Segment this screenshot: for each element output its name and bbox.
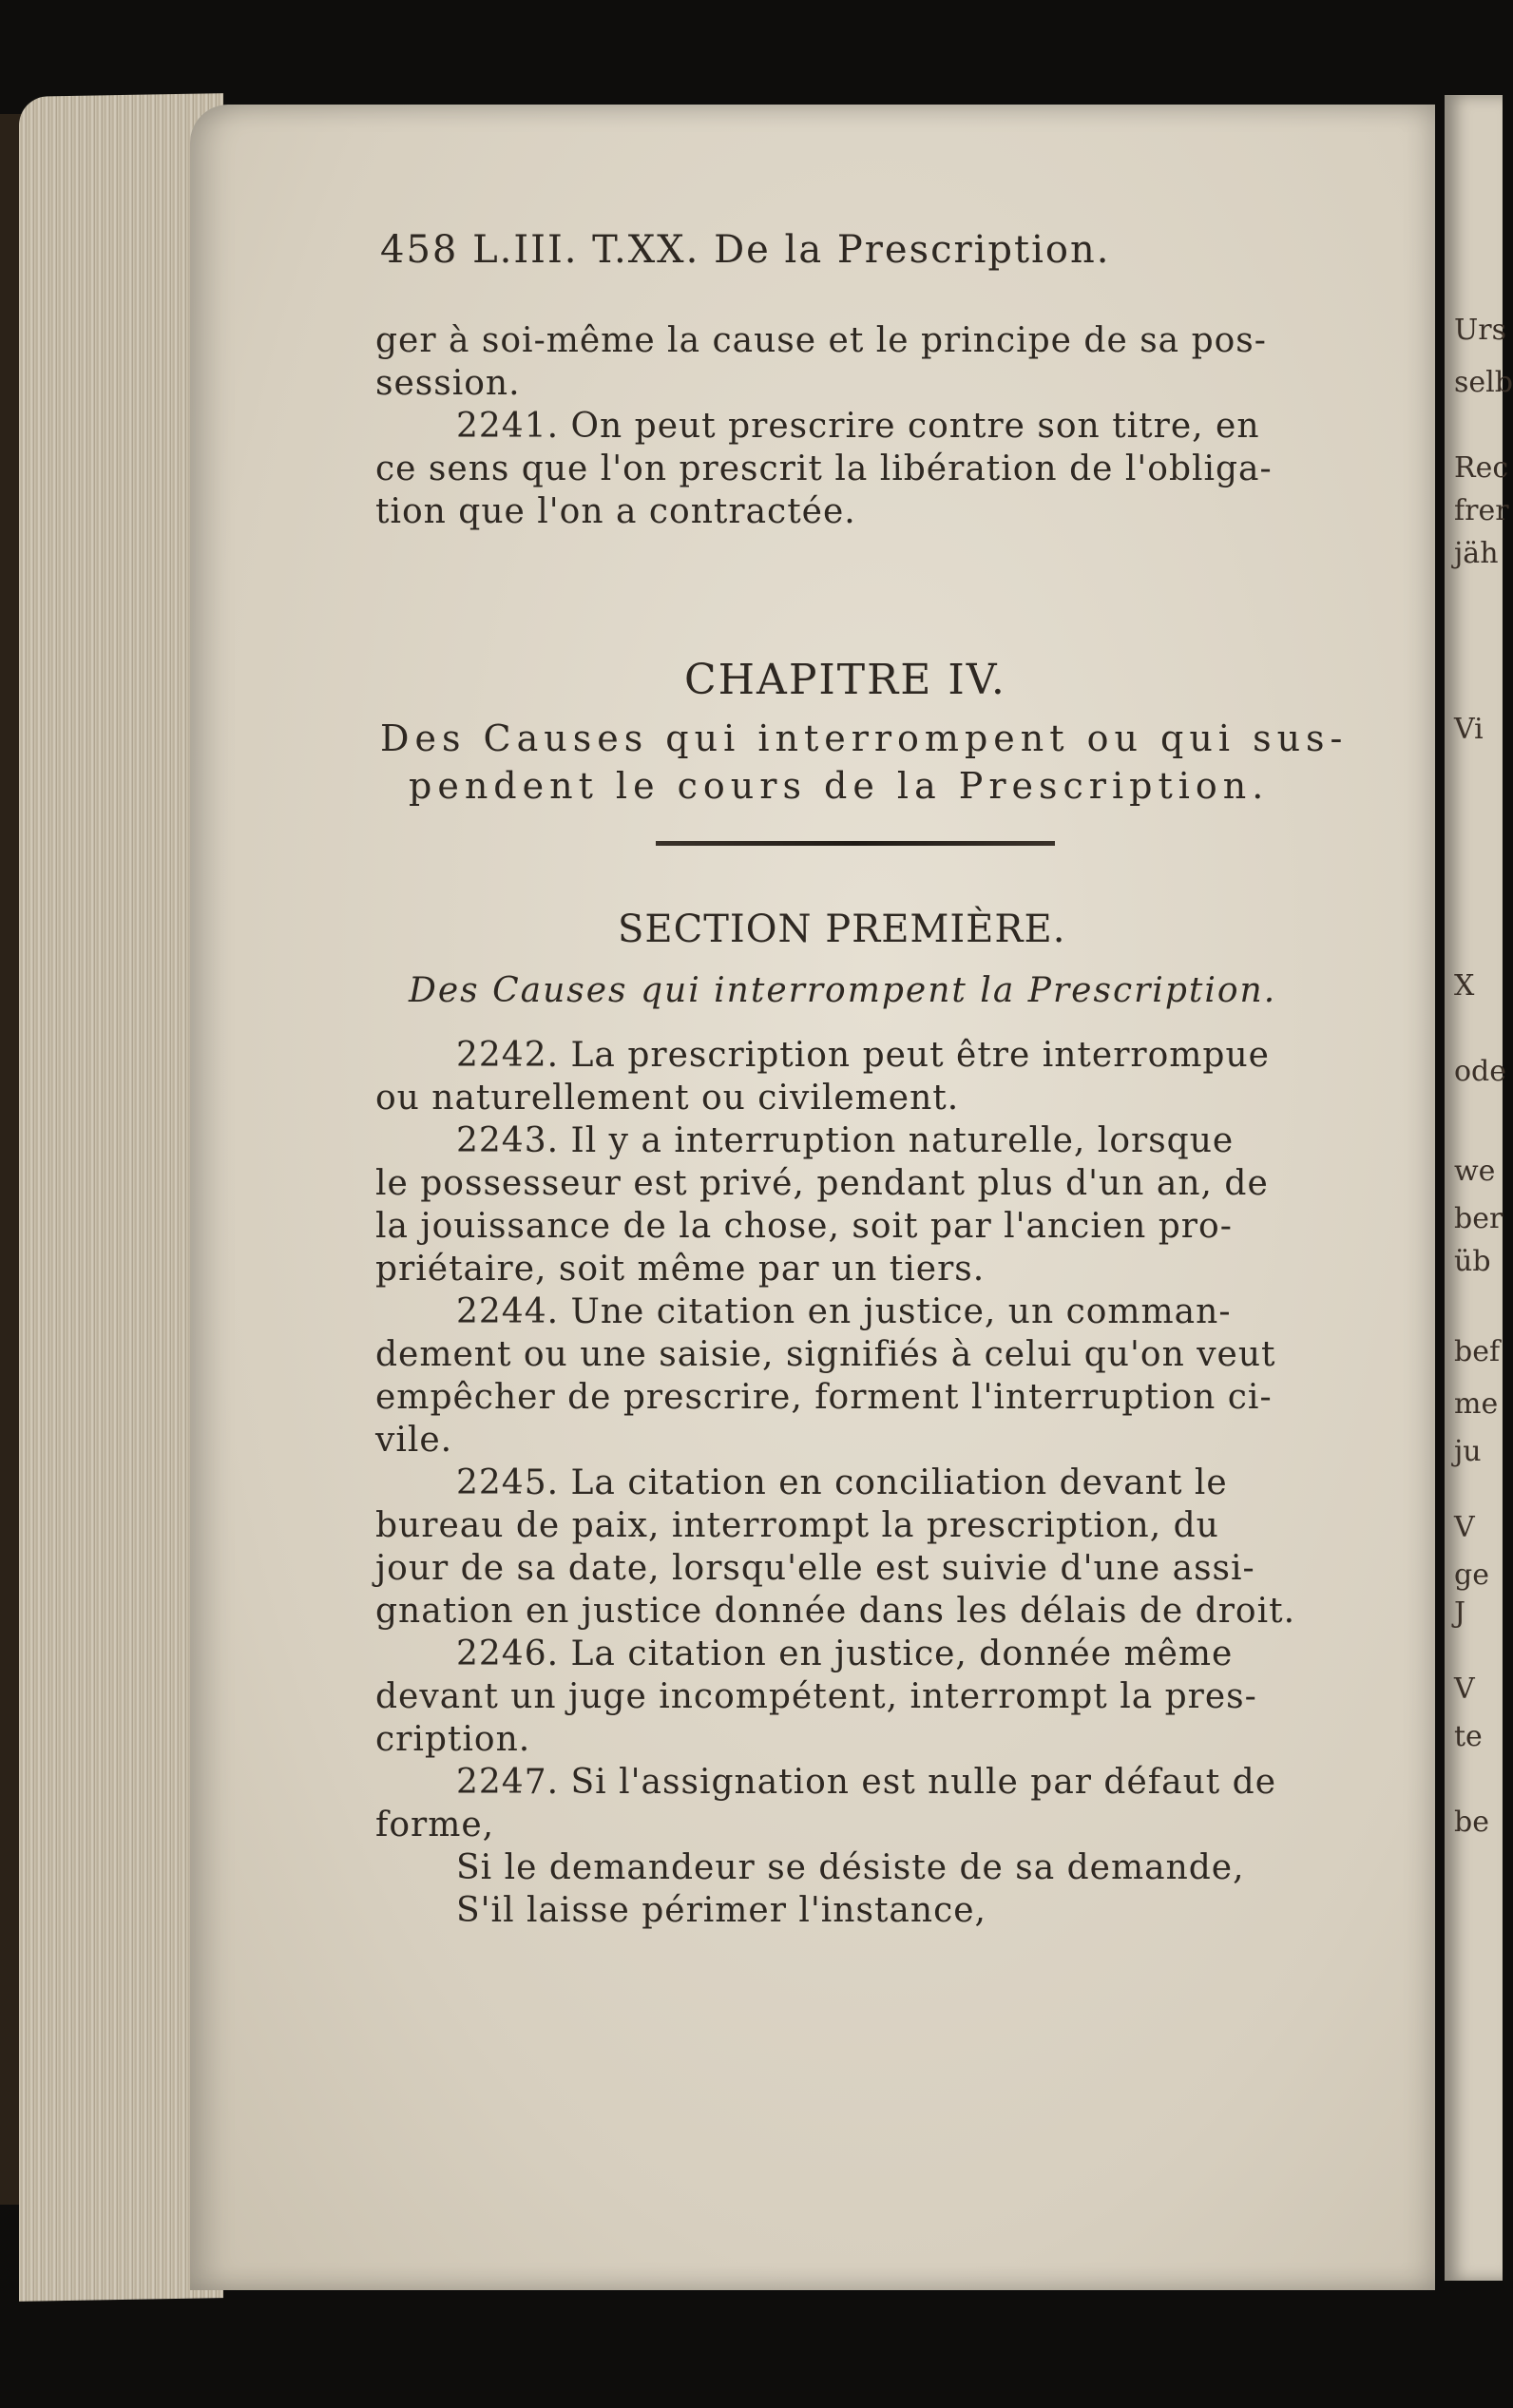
facing-page-fragment: X [1454,969,1475,1003]
facing-page-fragment: V [1454,1672,1475,1706]
text-line: devant un juge incompétent, interrompt la pres- [375,1677,1257,1716]
text-line: 2246. La citation en justice, donnée même [456,1634,1234,1673]
divider-rule [656,841,1055,846]
text-line: gnation en justice donnée dans les délais de droit. [375,1592,1296,1631]
facing-page-fragment: J [1454,1596,1466,1630]
facing-page-fragment: be [1454,1806,1489,1839]
section-title: Des Causes qui interrompent la Prescription. [409,971,1277,1010]
facing-page-fragment: ge [1454,1558,1489,1592]
text-line: le possesseur est privé, pendant plus d'un an, de [375,1164,1269,1203]
facing-page-fragment: selb [1454,366,1513,399]
facing-page-fragment: ber [1454,1202,1503,1235]
facing-page-fragment: frer [1454,494,1509,527]
text-line: 2247. Si l'assignation est nulle par défaut de [456,1763,1277,1802]
text-line: 2245. La citation en conciliation devant le [456,1463,1228,1502]
facing-page-fragment: Urs [1454,314,1507,347]
facing-page-fragment: Vi [1454,713,1484,746]
text-line: ger à soi-même la cause et le principe de sa pos- [375,321,1267,360]
text-line: forme, [375,1806,495,1844]
text-line: cription. [375,1720,531,1759]
text-line: empêcher de prescrire, forment l'interruption ci- [375,1378,1273,1417]
facing-page [1445,95,1503,2281]
text-line: bureau de paix, interrompt la prescription, du [375,1506,1219,1545]
chapter-title-line: Des Causes qui interrompent ou qui sus- [380,717,1349,759]
text-line: 2241. On peut prescrire contre son titre, en [456,407,1260,446]
text-line: priétaire, soit même par un tiers. [375,1250,986,1289]
facing-page-fragment: üb [1454,1245,1491,1278]
text-line: la jouissance de la chose, soit par l'ancien pro- [375,1207,1233,1246]
facing-page-fragment: we [1454,1155,1496,1188]
facing-page-fragment: Rec [1454,451,1509,485]
text-line: Si le demandeur se désiste de sa demande, [456,1848,1245,1887]
text-line: S'il laisse périmer l'instance, [456,1891,986,1930]
text-line: session. [375,364,521,403]
text-line: 2244. Une citation en justice, un comman- [456,1292,1232,1331]
text-line: vile. [375,1421,453,1460]
text-line: tion que l'on a contractée. [375,492,856,531]
facing-page-fragment: bef [1454,1335,1501,1368]
facing-page-fragment: ode [1454,1055,1507,1088]
chapter-heading: CHAPITRE IV. [684,656,1006,704]
facing-page-fragment: jäh [1454,537,1499,570]
text-line: 2242. La prescription peut être interrompue [456,1036,1270,1075]
facing-page-fragment: te [1454,1720,1483,1753]
text-line: dement ou une saisie, signifiés à celui qu'on veut [375,1335,1276,1374]
section-heading: SECTION PREMIÈRE. [618,908,1066,951]
facing-page-fragment: V [1454,1511,1475,1544]
text-line: jour de sa date, lorsqu'elle est suivie d'une assi- [375,1549,1255,1588]
text-line: ou naturellement ou civilement. [375,1079,960,1118]
text-line: 2243. Il y a interruption naturelle, lorsque [456,1121,1235,1160]
text-line: ce sens que l'on prescrit la libération de l'obliga- [375,449,1273,488]
facing-page-fragment: ju [1454,1435,1482,1468]
chapter-title-line: pendent le cours de la Prescription. [409,765,1270,807]
facing-page-fragment: me [1454,1387,1499,1421]
running-head: 458 L.III. T.XX. De la Prescription. [380,228,1111,272]
